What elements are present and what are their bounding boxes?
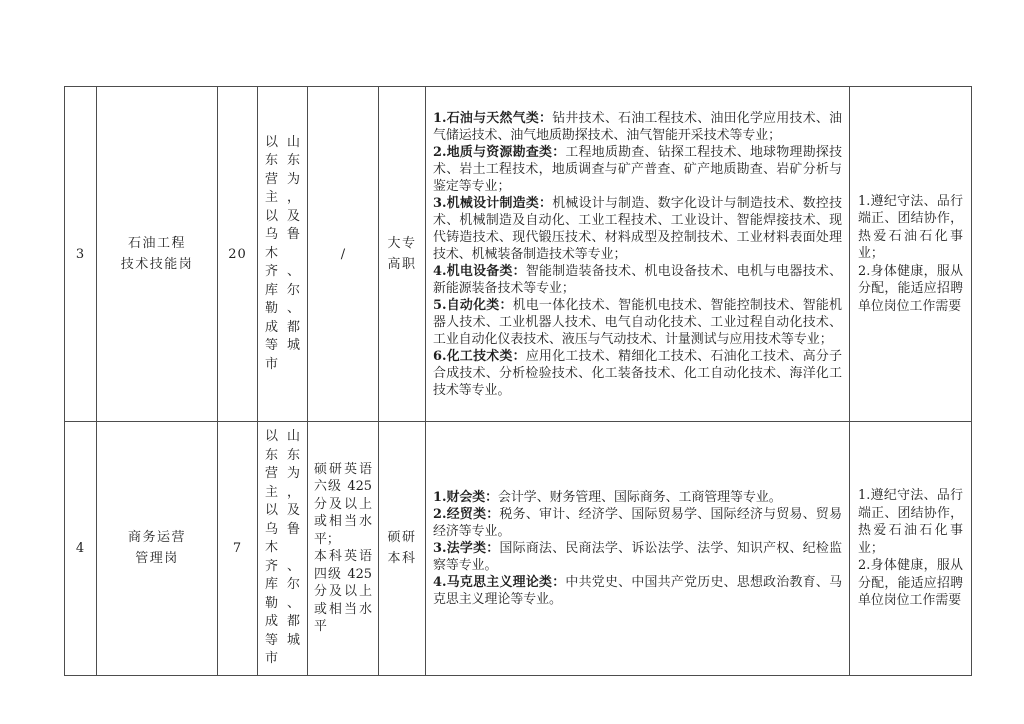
count-cell: 20: [218, 87, 258, 422]
major-category-label: 4.马克思主义理论类：: [433, 574, 566, 590]
english-requirement-cell: [308, 422, 379, 676]
position-line: 管理岗: [135, 551, 179, 567]
education-line: 硕研: [387, 530, 417, 546]
major-item: [433, 540, 842, 574]
location-cell: [258, 422, 308, 676]
major-category-text: 机械设计与制造、数字化设计与制造技术、数控技术、机械制造及自动化、工业工程技术、工业设计、智能焊接技术、现代铸造技术、现代锻压技术、材料成型及控制技术、工业材料表面处理技术、机械装备制造技术等专业；: [433, 195, 842, 262]
major-category-text: 智能制造装备技术、机电设备技术、电机与电器技术、新能源装备技术等专业；: [433, 263, 842, 296]
position-line: 商务运营: [127, 530, 186, 546]
education-line: 高职: [387, 257, 417, 272]
major-category-text: 税务、审计、经济学、国际贸易学、国际经济与贸易、贸易经济等专业。: [433, 506, 842, 539]
position-cell: [97, 87, 218, 422]
table-row: [65, 422, 972, 676]
requirement-line: 1.遵纪守法、品行端正、团结协作，热爱石油石化事业；: [858, 488, 963, 556]
major-category-text: 钻井技术、石油工程技术、油田化学应用技术、油气储运技术、油气地质勘探技术、油气智能开采技术等专业；: [433, 110, 842, 143]
major-item: [433, 574, 842, 608]
major-category-text: 国际商法、民商法学、诉讼法学、法学、知识产权、纪检监察等专业。: [433, 540, 842, 573]
majors-cell: [426, 87, 850, 422]
english-requirement-cell: [308, 87, 379, 422]
english-requirement-paragraph: 本科英语四级 425 分及以上或相当水平: [314, 549, 372, 635]
seq-cell: 3: [65, 87, 97, 422]
requirements-cell: [850, 422, 972, 676]
major-category-label: 2.地质与资源勘查类：: [433, 144, 566, 160]
position-line: 石油工程: [127, 236, 186, 251]
education-line: 本科: [387, 551, 417, 567]
education-cell: [379, 422, 426, 676]
major-category-text: 会计学、财务管理、国际商务、工商管理等专业。: [498, 489, 782, 505]
education-line: 大专: [387, 236, 417, 251]
english-requirement-text: /: [340, 246, 346, 262]
requirement-line: 2.身体健康，服从分配，能适应招聘单位岗位工作需要: [858, 263, 963, 314]
requirements-cell: [850, 87, 972, 422]
location-cell: [258, 87, 308, 422]
major-category-text: 中共党史、中国共产党历史、思想政治教育、马克思主义理论等专业。: [433, 574, 842, 607]
major-item: [433, 297, 842, 348]
major-item: [433, 506, 842, 540]
major-item: [433, 110, 842, 144]
position-cell: [97, 422, 218, 676]
major-category-label: 5.自动化类：: [433, 297, 513, 313]
major-category-label: 3.法学类：: [433, 540, 500, 556]
major-item: [433, 489, 842, 506]
location-text: 以山东东营为主，以及乌鲁木齐、库尔勒、成都等城市: [265, 429, 300, 666]
requirement-line: 1.遵纪守法、品行端正、团结协作，热爱石油石化事业；: [858, 193, 963, 262]
major-category-text: 应用化工技术、精细化工技术、石油化工技术、高分子合成技术、分析检验技术、化工装备技术、化工自动化技术、海洋化工技术等专业。: [433, 348, 842, 398]
english-requirement-paragraph: 硕研英语六级 425 分及以上或相当水平；: [314, 461, 372, 547]
major-item: [433, 263, 842, 297]
location-text: 以山东东营为主，以及乌鲁木齐、库尔勒、成都等城市: [265, 134, 300, 372]
requirement-line: 2.身体健康，服从分配，能适应招聘单位岗位工作需要: [858, 558, 963, 608]
major-category-text: 机电一体化技术、智能机电技术、智能控制技术、智能机器人技术、工业机器人技术、电气自动化技术、工业过程自动化技术、工业自动化仪表技术、液压与气动技术、计量测试与应用技术等专业；: [433, 297, 843, 347]
major-category-label: 1.财会类：: [433, 489, 499, 505]
majors-cell: [426, 422, 850, 676]
major-item: [433, 195, 842, 263]
major-category-label: 4.机电设备类：: [433, 263, 526, 279]
major-category-label: 6.化工技术类：: [433, 348, 526, 364]
table-row: [65, 87, 972, 422]
major-item: [433, 348, 842, 399]
major-category-label: 3.机械设计制造类：: [433, 195, 553, 211]
major-item: [433, 144, 842, 195]
count-cell: 7: [218, 422, 258, 676]
major-category-label: 2.经贸类：: [433, 506, 500, 522]
education-cell: [379, 87, 426, 422]
major-category-label: 1.石油与天然气类：: [433, 110, 553, 126]
major-category-text: 工程地质勘查、钻探工程技术、地球物理勘探技术、岩土工程技术，地质调查与矿产普查、矿产地质勘查、岩矿分析与鉴定等专业；: [433, 144, 842, 194]
position-line: 技术技能岗: [120, 257, 194, 272]
recruitment-table: [64, 86, 972, 676]
seq-cell: 4: [65, 422, 97, 676]
